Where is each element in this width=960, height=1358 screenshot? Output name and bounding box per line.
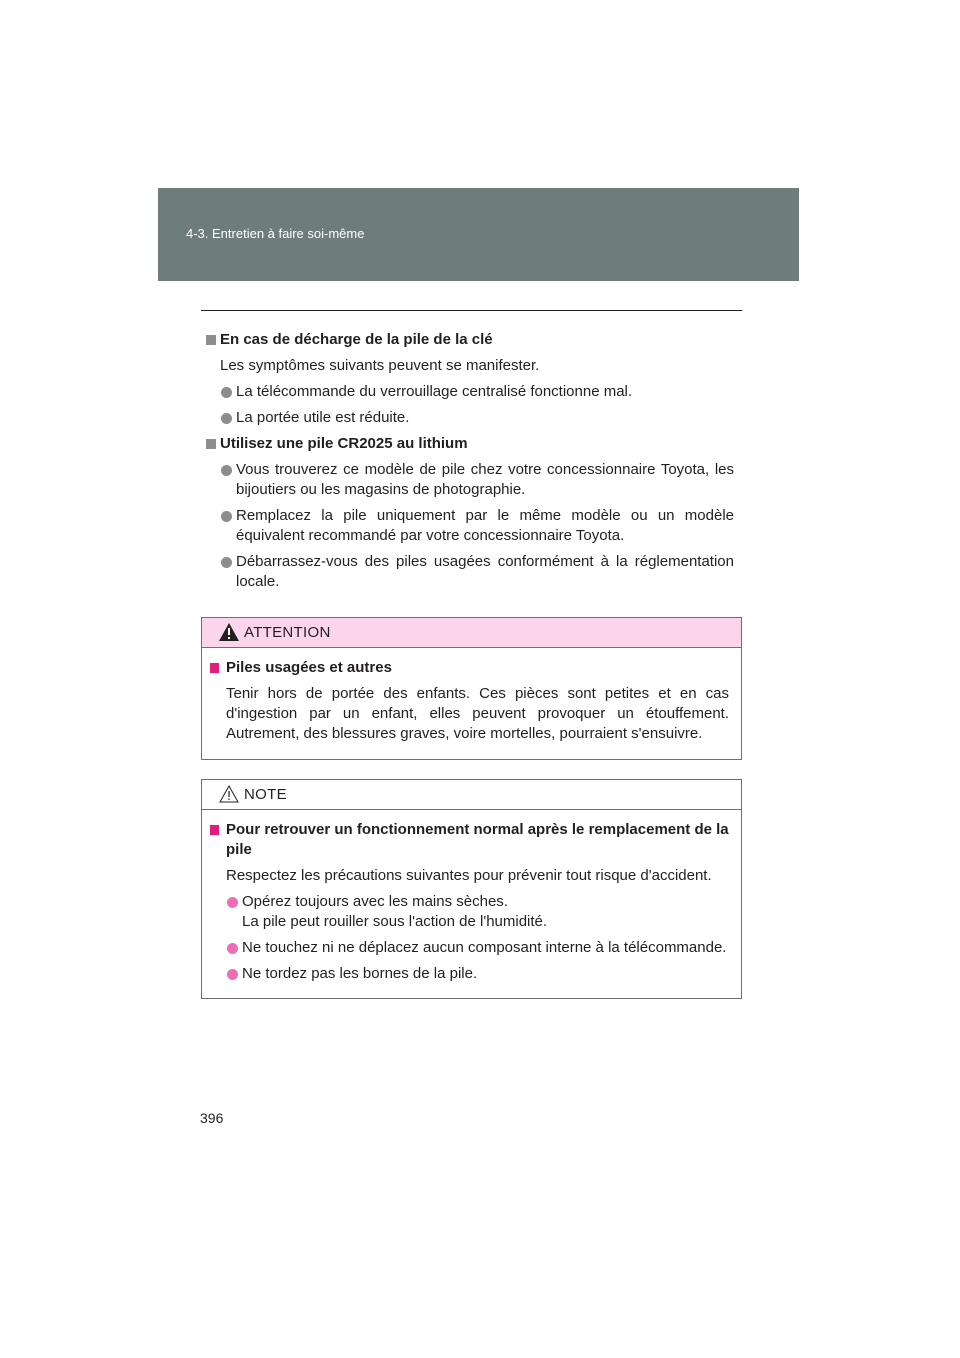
note-heading-text: Pour retrouver un fonctionnement normal après le remplacement de la pile [226, 821, 729, 858]
attention-heading [210, 658, 729, 678]
attention-label: ATTENTION [244, 624, 331, 641]
circle-bullet-icon [221, 387, 232, 398]
circle-bullet-icon [227, 897, 238, 908]
list-item [220, 408, 734, 428]
circle-bullet-icon [221, 465, 232, 476]
circle-bullet-icon [221, 557, 232, 568]
page-number: 396 [200, 1110, 224, 1126]
note-heading [210, 820, 729, 860]
note-box [201, 779, 742, 999]
attention-heading-text: Piles usagées et autres [226, 659, 392, 676]
section-heading-text: Utilisez une pile CR2025 au lithium [220, 435, 468, 452]
section-heading-text: En cas de décharge de la pile de la clé [220, 331, 493, 348]
list-item-text: La portée utile est réduite. [236, 409, 410, 426]
list-item-text: Opérez toujours avec les mains sèches. [242, 893, 508, 910]
divider-rule [201, 310, 742, 311]
square-bullet-icon [206, 439, 216, 449]
section-heading [206, 330, 734, 350]
caution-triangle-icon [219, 785, 239, 803]
attention-text: Tenir hors de portée des enfants. Ces pièces sont petites et en cas d'ingestion par un enfant, elles peuvent provoquer un étouffement. Autrement, des blessures graves, voire mortelles, pourraient s'ensuivre. [226, 685, 729, 742]
list-item [220, 552, 734, 592]
square-bullet-icon [210, 825, 219, 835]
section-heading [206, 434, 734, 454]
section-title: 4-3. Entretien à faire soi-même [186, 226, 365, 241]
main-content [206, 330, 734, 592]
attention-body [202, 648, 741, 758]
list-item-text: Remplacez la pile uniquement par le même modèle ou un modèle équivalent recommandé par votre concessionnaire Toyota. [236, 507, 734, 544]
square-bullet-icon [210, 663, 219, 673]
list-item-text: Débarrassez-vous des piles usagées conformément à la réglementation locale. [236, 553, 734, 590]
square-bullet-icon [206, 335, 216, 345]
list-item [226, 964, 729, 984]
warning-triangle-icon [219, 623, 239, 641]
circle-bullet-icon [227, 943, 238, 954]
list-item [226, 938, 729, 958]
circle-bullet-icon [221, 511, 232, 522]
circle-bullet-icon [221, 413, 232, 424]
attention-header [202, 618, 741, 648]
circle-bullet-icon [227, 969, 238, 980]
section-header-band [158, 188, 799, 281]
section-intro: Les symptômes suivants peuvent se manifester. [220, 357, 540, 374]
note-intro: Respectez les précautions suivantes pour prévenir tout risque d'accident. [226, 867, 712, 884]
list-item [220, 506, 734, 546]
list-item [220, 460, 734, 500]
list-item-text: La télécommande du verrouillage centralisé fonctionne mal. [236, 383, 633, 400]
list-item-text: Ne tordez pas les bornes de la pile. [242, 965, 478, 982]
note-label: NOTE [244, 786, 287, 803]
note-body [202, 810, 741, 998]
list-item [226, 892, 729, 932]
note-header [202, 780, 741, 810]
attention-box [201, 617, 742, 760]
list-item-text: Ne touchez ni ne déplacez aucun composant interne à la télécommande. [242, 939, 727, 956]
list-item-subtext: La pile peut rouiller sous l'action de l'humidité. [242, 913, 548, 930]
list-item-text: Vous trouverez ce modèle de pile chez votre concessionnaire Toyota, les bijoutiers ou les magasins de photographie. [236, 461, 734, 498]
list-item [220, 382, 734, 402]
